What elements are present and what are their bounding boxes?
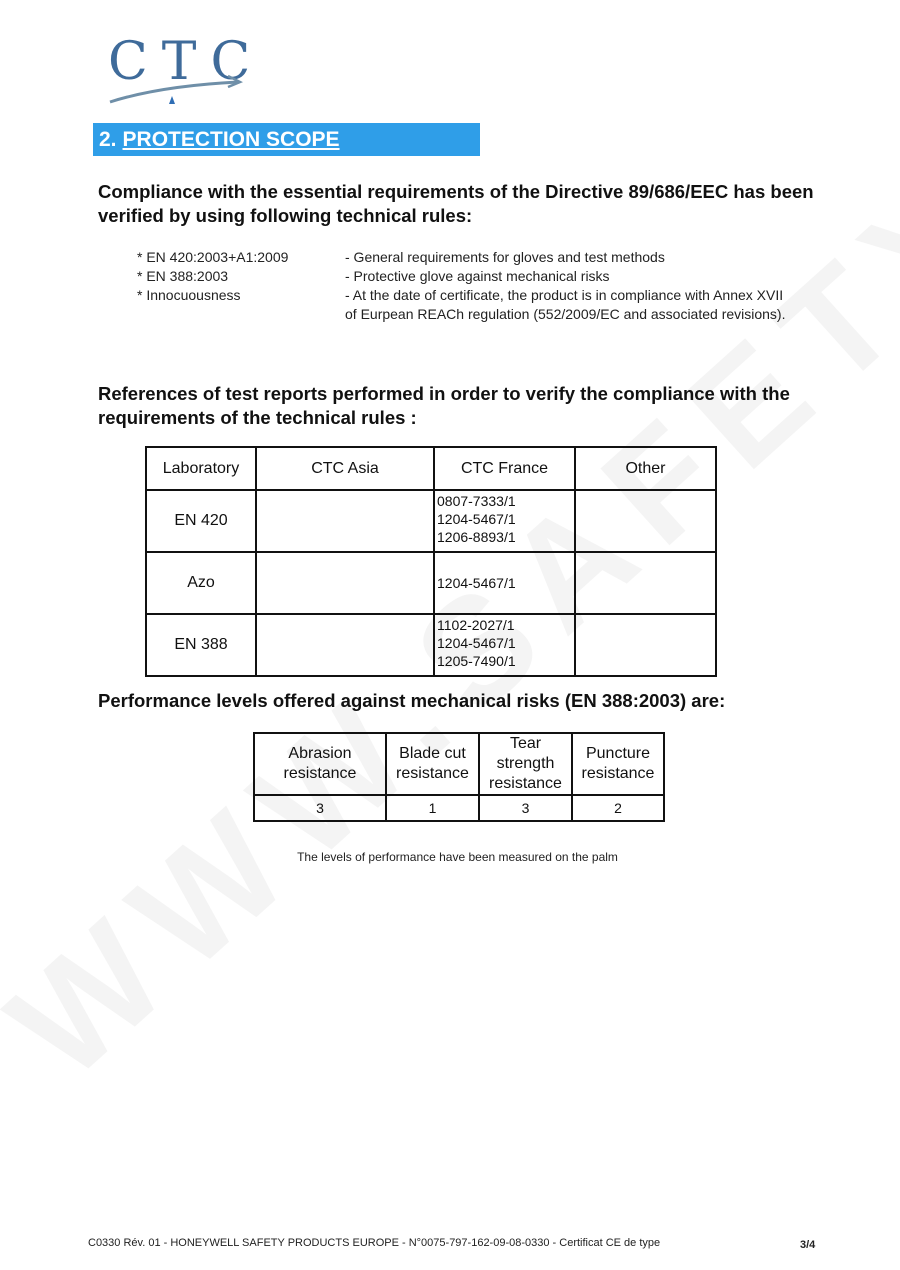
rule-description: - Protective glove against mechanical risks [345, 268, 610, 284]
other-cell [575, 552, 716, 614]
other-cell [575, 614, 716, 676]
footer-text: C0330 Rév. 01 - HONEYWELL SAFETY PRODUCTS EUROPE - N°0075-797-162-09-08-0330 - Certificat CE de type [88, 1237, 661, 1249]
column-header: Tear strength resistance [479, 733, 572, 795]
lab-cell: EN 420 [146, 490, 256, 552]
column-header: CTC Asia [256, 447, 434, 490]
level-value: 1 [386, 795, 479, 821]
references-heading: References of test reports performed in order to verify the compliance with the requirements of the technical rules : [98, 383, 790, 428]
column-header: Laboratory [146, 447, 256, 490]
table-header-row [254, 733, 664, 795]
ctc-france-cell [434, 552, 575, 614]
column-header: Puncture resistance [572, 733, 664, 795]
table-header-row [146, 447, 716, 490]
report-number: 0807-7333/1 [437, 493, 516, 509]
lab-cell: EN 388 [146, 614, 256, 676]
performance-heading: Performance levels offered against mechanical risks (EN 388:2003) are: [98, 690, 726, 711]
other-cell [575, 490, 716, 552]
column-header: Blade cut resistance [386, 733, 479, 795]
rule-standard: * Innocuousness [137, 287, 241, 303]
column-header: Other [575, 447, 716, 490]
ctc-asia-cell [256, 552, 434, 614]
rule-item [0, 286, 900, 346]
level-value: 3 [479, 795, 572, 821]
ctc-logo [100, 30, 265, 110]
table-row [146, 552, 716, 614]
report-number: 1204-5467/1 [437, 575, 516, 591]
report-number: 1204-5467/1 [437, 635, 516, 651]
column-header: CTC France [434, 447, 575, 490]
ctc-asia-cell [256, 490, 434, 552]
column-header: Abrasion resistance [254, 733, 386, 795]
rule-description: - At the date of certificate, the product is in compliance with Annex XVII of Eurpean REACh regulation (552/2009/EC and associated revisions). [345, 287, 786, 322]
section-number: 2. [99, 128, 117, 151]
page-number: 3/4 [800, 1239, 816, 1251]
table-row [254, 795, 664, 821]
performance-levels-table [253, 732, 665, 822]
ctc-france-cell [434, 614, 575, 676]
logo-text: CTC [108, 32, 265, 92]
table-row [146, 490, 716, 552]
ctc-france-cell [434, 490, 575, 552]
report-number: 1204-5467/1 [437, 511, 516, 527]
section-header [93, 123, 480, 156]
palm-note: The levels of performance have been measured on the palm [297, 850, 618, 864]
report-number: 1206-8893/1 [437, 529, 516, 545]
ctc-asia-cell [256, 614, 434, 676]
rule-item [0, 248, 900, 268]
rule-item [0, 267, 900, 287]
rule-standard: * EN 420:2003+A1:2009 [137, 249, 289, 265]
level-value: 3 [254, 795, 386, 821]
level-value: 2 [572, 795, 664, 821]
test-reports-table [145, 446, 717, 677]
report-number: 1102-2027/1 [437, 617, 515, 633]
report-number: 1205-7490/1 [437, 653, 516, 669]
lab-cell: Azo [146, 552, 256, 614]
section-title: PROTECTION SCOPE [122, 128, 340, 151]
table-row [146, 614, 716, 676]
compliance-heading: Compliance with the essential requirements of the Directive 89/686/EEC has been verified by using following technical rules: [98, 181, 814, 226]
rule-description: - General requirements for gloves and test methods [345, 249, 665, 265]
rule-standard: * EN 388:2003 [137, 268, 229, 284]
logo-arrow-icon [100, 30, 250, 110]
